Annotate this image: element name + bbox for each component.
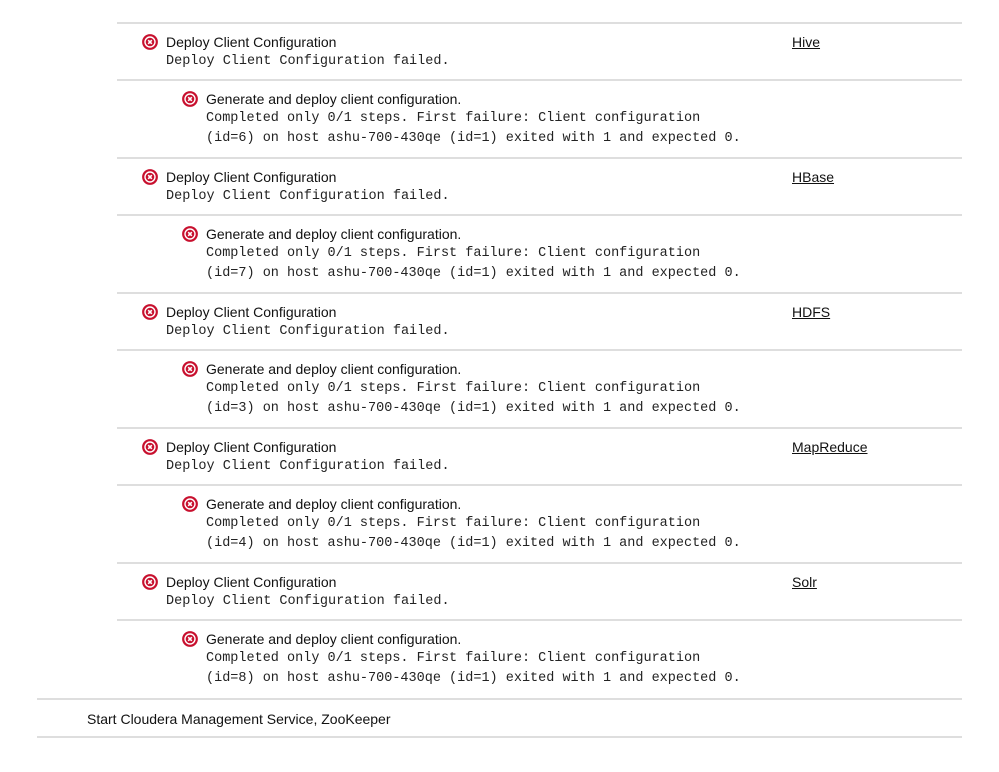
error-icon: [182, 226, 198, 242]
step-title: Deploy Client Configuration: [166, 574, 337, 590]
substep-message-line: Completed only 0/1 steps. First failure: Client configuration: [206, 516, 701, 531]
step-title: Deploy Client Configuration: [166, 34, 337, 50]
error-icon: [142, 304, 158, 320]
step-message: Deploy Client Configuration failed.: [166, 324, 450, 339]
substep-message-line: Completed only 0/1 steps. First failure: Client configuration: [206, 651, 701, 666]
step-message: Deploy Client Configuration failed.: [166, 594, 450, 609]
substep-message-line: (id=6) on host ashu-700-430qe (id=1) exited with 1 and expected 0.: [206, 130, 741, 146]
substep-message-line: (id=4) on host ashu-700-430qe (id=1) exited with 1 and expected 0.: [206, 535, 741, 551]
error-icon: [182, 496, 198, 512]
substep-message-line: (id=3) on host ashu-700-430qe (id=1) exited with 1 and expected 0.: [206, 400, 741, 416]
substep-message-line: (id=7) on host ashu-700-430qe (id=1) exited with 1 and expected 0.: [206, 265, 741, 281]
step-list: [117, 22, 962, 697]
error-icon: [142, 439, 158, 455]
substep-message: [206, 244, 741, 283]
service-link-hbase[interactable]: HBase: [792, 169, 835, 185]
step-title: Deploy Client Configuration: [166, 304, 337, 320]
substep-row: [117, 79, 962, 157]
step-row: [117, 427, 962, 484]
service-link-hive[interactable]: Hive: [792, 34, 821, 50]
step-title: Deploy Client Configuration: [166, 439, 337, 455]
substep-message: [206, 379, 741, 418]
service-link-hdfs[interactable]: HDFS: [792, 304, 831, 320]
error-icon: [182, 631, 198, 647]
substep-message-line: Completed only 0/1 steps. First failure: Client configuration: [206, 381, 701, 396]
error-icon: [142, 574, 158, 590]
substep-row: [117, 349, 962, 427]
step-row: [117, 292, 962, 349]
step-message: Deploy Client Configuration failed.: [166, 459, 450, 474]
step-row: [117, 157, 962, 214]
substep-message-line: Completed only 0/1 steps. First failure: Client configuration: [206, 246, 701, 261]
substep-message: [206, 514, 741, 553]
substep-row: [117, 619, 962, 697]
substep-title: Generate and deploy client configuration.: [206, 91, 462, 107]
substep-title: Generate and deploy client configuration.: [206, 631, 462, 647]
next-step-title: Start Cloudera Management Service, ZooKeeper: [87, 711, 391, 727]
substep-message-line: (id=8) on host ashu-700-430qe (id=1) exited with 1 and expected 0.: [206, 670, 741, 686]
substep-message-line: Completed only 0/1 steps. First failure: Client configuration: [206, 111, 701, 126]
error-icon: [182, 91, 198, 107]
substep-row: [117, 484, 962, 562]
step-message: Deploy Client Configuration failed.: [166, 54, 450, 69]
substep-row: [117, 214, 962, 292]
step-row: [117, 22, 962, 79]
next-step-row: [37, 698, 962, 738]
step-title: Deploy Client Configuration: [166, 169, 337, 185]
error-icon: [142, 34, 158, 50]
error-icon: [142, 169, 158, 185]
error-icon: [182, 361, 198, 377]
substep-title: Generate and deploy client configuration.: [206, 496, 462, 512]
service-link-solr[interactable]: Solr: [792, 574, 817, 590]
substep-message: [206, 649, 741, 688]
step-row: [117, 562, 962, 619]
substep-title: Generate and deploy client configuration.: [206, 226, 462, 242]
substep-message: [206, 109, 741, 148]
step-message: Deploy Client Configuration failed.: [166, 189, 450, 204]
substep-title: Generate and deploy client configuration.: [206, 361, 462, 377]
service-link-mapreduce[interactable]: MapReduce: [792, 439, 868, 455]
